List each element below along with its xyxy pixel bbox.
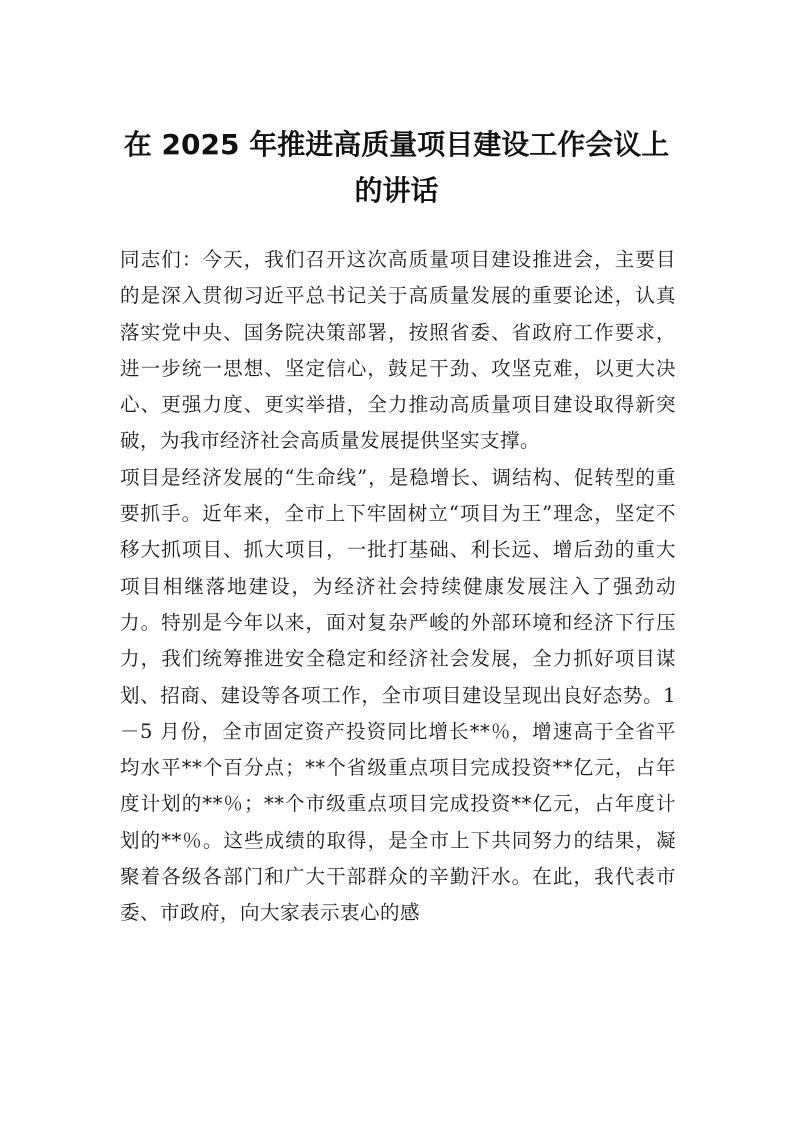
title-line-1: 在 2025 年推进高质量项目建设工作会议上 (123, 128, 670, 161)
title-line-2: 的讲话 (354, 174, 439, 207)
document-body (120, 242, 676, 932)
document-title (110, 122, 683, 214)
paragraph-1: 同志们：今天，我们召开这次高质量项目建设推进会，主要目的是深入贯彻习近平总书记关于高质量发展的重要论述，认真落实党中央、国务院决策部署，按照省委、省政府工作要求，进一步统一思想、坚定信心，鼓足干劲、攻坚克难，以更大决心、更强力度、更实举措，全力推动高质量项目建设取得新突破，为我市经济社会高质量发展提供坚实支撑。 (120, 248, 676, 453)
paragraph-2: 项目是经济发展的“生命线”，是稳增长、调结构、促转型的重要抓手。近年来，全市上下牢固树立“项目为王”理念，坚定不移大抓项目、抓大项目，一批打基础、利长远、增后劲的重大项目相继落地建设，为经济社会持续健康发展注入了强劲动力。特别是今年以来，面对复杂严峻的外部环境和经济下行压力，我们统筹推进安全稳定和经济社会发展，全力抓好项目谋划、招商、建设等各项工作，全市项目建设呈现出良好态势。1－5 月份，全市固定资产投资同比增长**％，增速高于全省平均水平**个百分点；**个省级重点项目完成投资**亿元，占年度计划的**％；**个市级重点项目完成投资**亿元，占年度计划的**％。这些成绩的取得，是全市上下共同努力的结果，凝聚着各级各部门和广大干部群众的辛勤汗水。在此，我代表市委、市政府，向大家表示衷心的感 (120, 465, 676, 925)
